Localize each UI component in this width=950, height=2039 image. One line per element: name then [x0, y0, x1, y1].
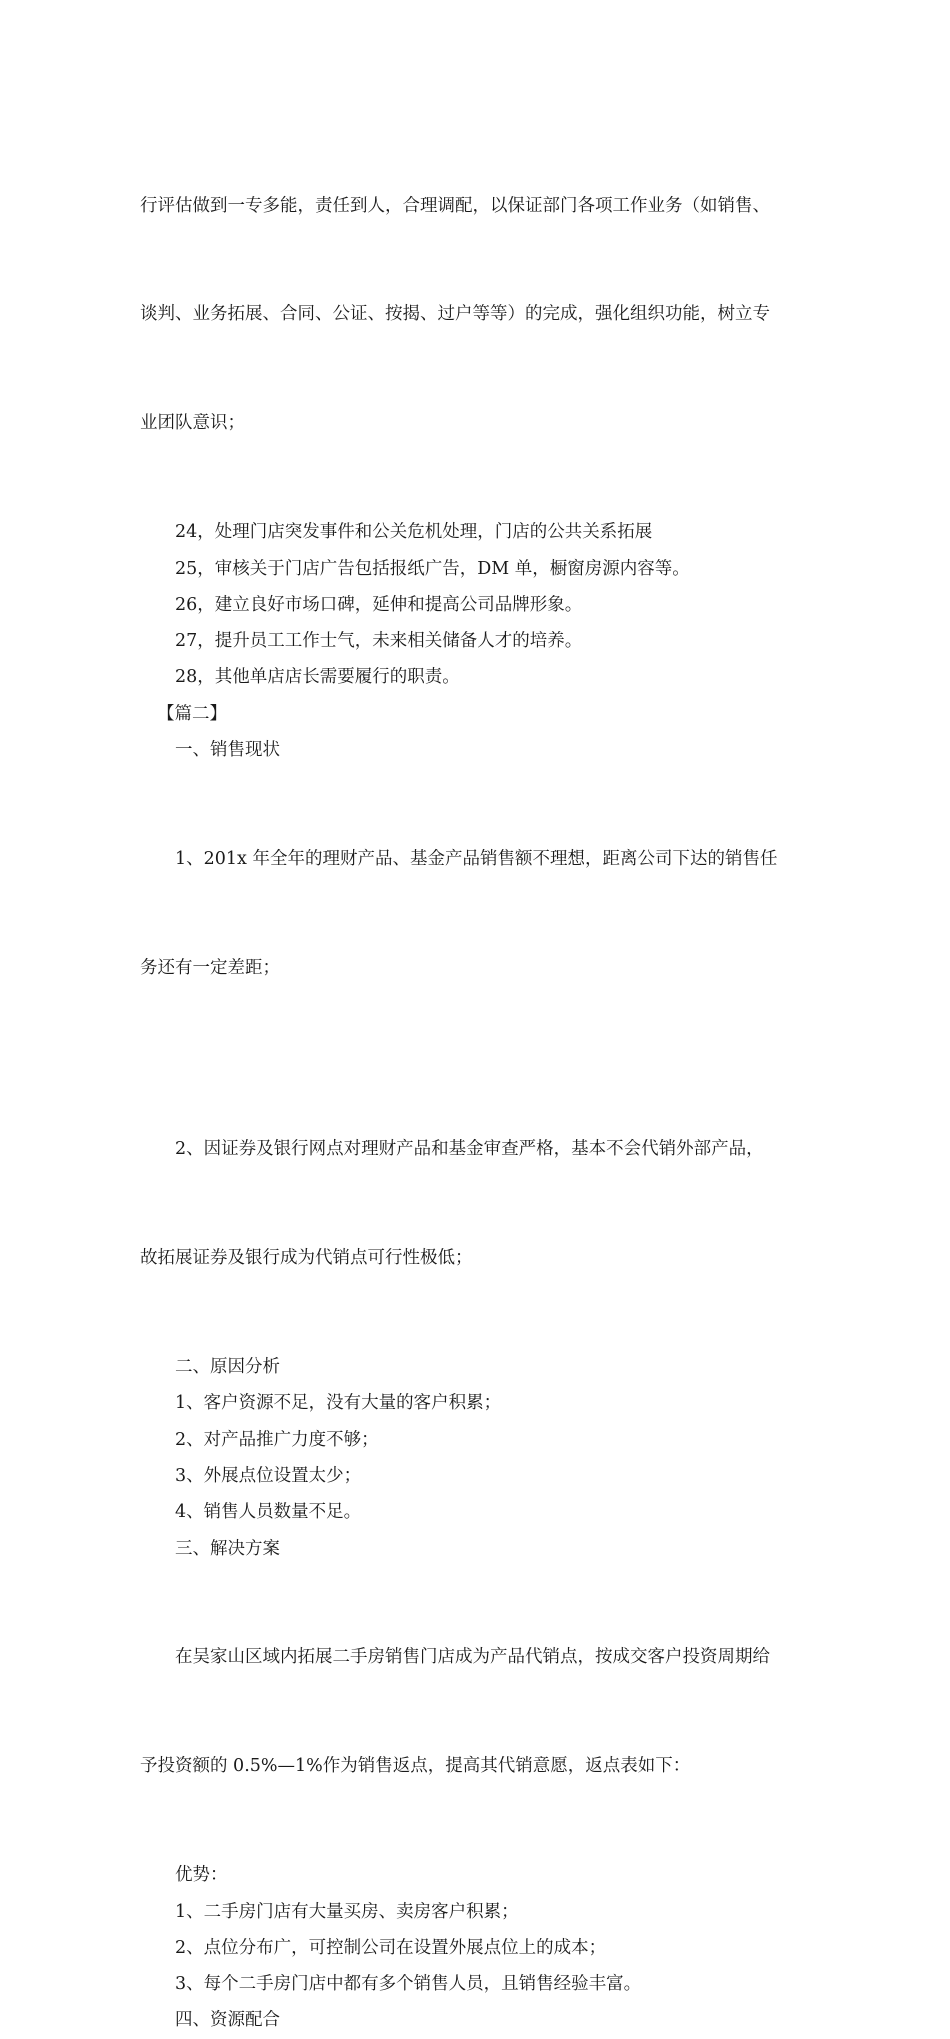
text-line: 2、因证券及银行网点对理财产品和基金审查严格，基本不会代销外部产品，	[175, 1139, 764, 1160]
list-item: 2、点位分布广，可控制公司在设置外展点位上的成本；	[175, 1937, 607, 1958]
list-item: 24，处理门店突发事件和公关危机处理，门店的公共关系拓展	[175, 522, 653, 543]
text-line: 故拓展证券及银行成为代销点可行性极低；	[140, 1248, 473, 1269]
document-body	[140, 115, 820, 2039]
section-heading: 二、原因分析	[175, 1357, 280, 1378]
list-item: 1、二手房门店有大量买房、卖房客户积累；	[175, 1901, 519, 1922]
list-item: 4、销售人员数量不足。	[175, 1502, 362, 1523]
text-line: 行评估做到一专多能，责任到人，合理调配，以保证部门各项工作业务（如销售、	[140, 195, 770, 216]
list-item: 3、外展点位设置太少；	[175, 1465, 362, 1486]
list-item: 3、每个二手房门店中都有多个销售人员，且销售经验丰富。	[175, 1974, 642, 1995]
list-item: 2、对产品推广力度不够；	[175, 1429, 379, 1450]
section-heading: 一、销售现状	[175, 740, 280, 761]
paragraph	[140, 768, 820, 1058]
text-line: 谈判、业务拓展、合同、公证、按揭、过户等等）的完成，强化组织功能，树立专	[140, 304, 770, 325]
text-line: 在吴家山区域内拓展二手房销售门店成为产品代销点，按成交客户投资周期给	[175, 1647, 770, 1668]
text-line: 业团队意识；	[140, 413, 245, 434]
paragraph	[140, 1567, 820, 1857]
list-item: 27，提升员工工作士气，未来相关储备人才的培养。	[175, 631, 583, 652]
paragraph	[140, 1059, 820, 1349]
section-heading: 四、资源配合	[175, 2010, 280, 2031]
text-line: 1、201x 年全年的理财产品、基金产品销售额不理想，距离公司下达的销售任	[175, 848, 778, 869]
list-item: 1、客户资源不足，没有大量的客户积累；	[175, 1393, 502, 1414]
text-line: 务还有一定差距；	[140, 957, 280, 978]
list-item: 26，建立良好市场口碑，延伸和提高公司品牌形象。	[175, 594, 583, 615]
section-heading: 三、解决方案	[175, 1538, 280, 1559]
part-heading: 【篇二】	[157, 703, 227, 724]
list-item: 28，其他单店店长需要履行的职责。	[175, 667, 460, 688]
text-line: 予投资额的 0.5%—1%作为销售返点，提高其代销意愿，返点表如下：	[140, 1756, 691, 1777]
list-item: 25，审核关于门店广告包括报纸广告，DM 单，橱窗房源内容等。	[175, 558, 690, 579]
advantages-label: 优势：	[175, 1865, 228, 1886]
continued-paragraph	[140, 115, 820, 514]
